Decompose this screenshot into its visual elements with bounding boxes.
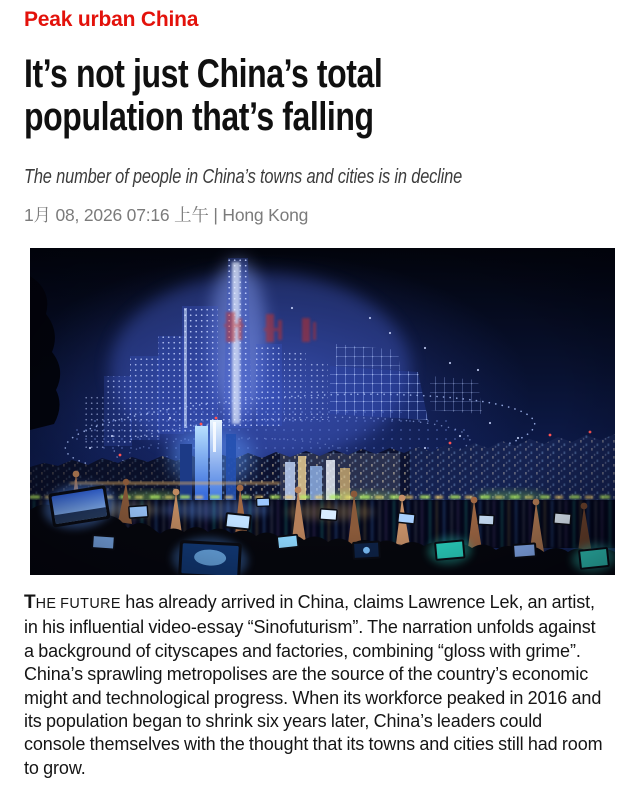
body-leadin-smallcaps: HE FUTURE xyxy=(35,596,121,612)
article-subtitle: The number of people in China’s towns and cities is in decline xyxy=(24,166,463,188)
article-body-paragraph xyxy=(24,591,607,780)
body-text: has already arrived in China, claims Lawrence Lek, an artist, in his influential video-essay “Sinofuturism”. The narration unfolds against a background of cityscapes and factories, combining “gloss with grime”. China’s sprawling metropolises are the source of the country’s economic might and technological progress. When its workforce peaked in 2016 and its population began to shrink six years later, China’s leaders could console themselves with the thought that its towns and cities still had room to grow. xyxy=(24,592,603,778)
photo-vignette xyxy=(30,248,615,575)
section-kicker-link[interactable]: Peak urban China xyxy=(24,8,199,31)
article-headline xyxy=(24,53,620,139)
body-dropcap: T xyxy=(24,592,36,613)
article-dateline: 1月 08, 2026 07:16 上午 | Hong Kong xyxy=(24,205,309,225)
article-photo[interactable] xyxy=(30,248,615,575)
drone-show-photo-illustration xyxy=(30,248,615,575)
headline-line-1: It’s not just China’s total xyxy=(24,52,383,96)
headline-line-2: population that’s falling xyxy=(24,95,374,139)
article-content xyxy=(0,8,644,780)
